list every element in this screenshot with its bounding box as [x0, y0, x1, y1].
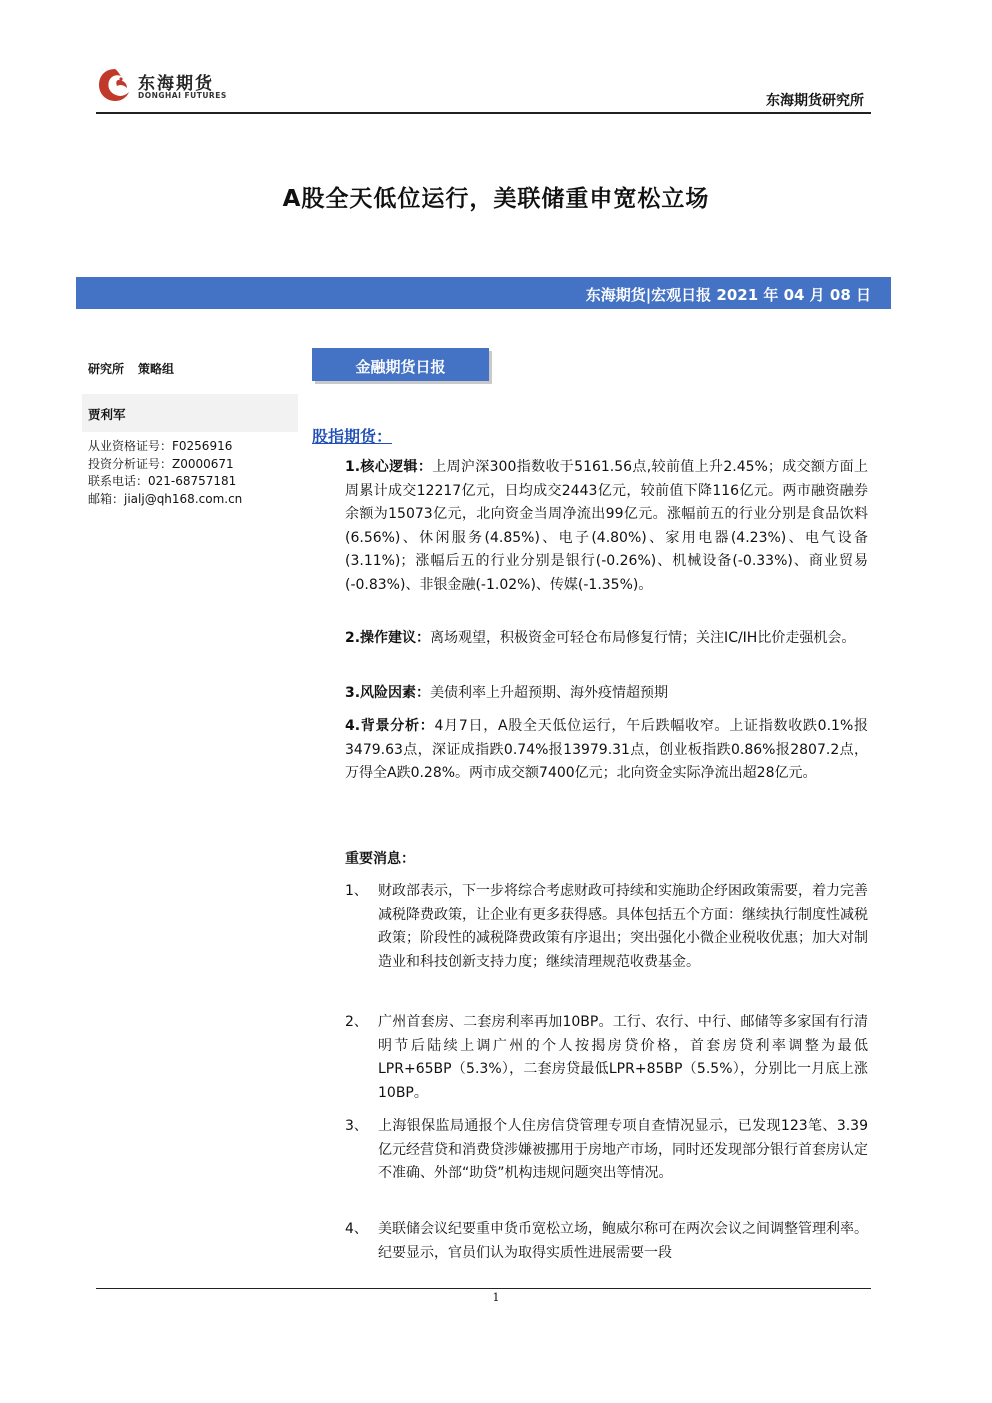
- institute-name: 东海期货研究所: [766, 93, 864, 109]
- point-label: 1.核心逻辑：: [345, 459, 433, 475]
- news-text: 财政部表示，下一步将综合考虑财政可持续和实施助企纾困政策需要，着力完善减税降费政策，让企业有更多获得感。具体包括五个方面：继续执行制度性减税政策；阶段性的减税降费政策有序退出；突出强化小微企业税收优惠；加大对制造业和科技创新支持力度；继续清理规范收费基金。: [378, 883, 868, 970]
- footer-divider: [96, 1288, 871, 1289]
- research-group: [88, 360, 188, 377]
- point-label: 2.操作建议：: [345, 630, 431, 646]
- contact-email: 邮箱：jialj@qh168.com.cn: [88, 492, 243, 507]
- news-number: 2、: [345, 1014, 368, 1030]
- news-item: [345, 1115, 868, 1186]
- logo-chinese-text: 东海期货: [138, 74, 214, 94]
- section-tab-label: 金融期货日报: [355, 358, 446, 376]
- point-text: 离场观望，积极资金可轻仓布局修复行情；关注IC/IH比价走强机会。: [430, 630, 856, 646]
- point-text: 上周沪深300指数收于5161.56点,较前值上升2.45%；成交额方面上周累计成交12217亿元，日均成交2443亿元，较前值下降116亿元。两市融资融券余额为15073亿元，北向资金当周净流出99亿元。涨幅前五的行业分别是食品饮料(6.56%)、休闲服务(4.85%)、电子(4.80%)、家用电器(4.23%)、电气设备(3.11%)；涨幅后五的行业分别是银行(-0.26%)、机械设备(-0.33%)、商业贸易(-0.83%)、非银金融(-1.02%)、传媒(-1.35%)。: [345, 459, 868, 593]
- section-heading: 股指期货：: [312, 427, 393, 446]
- analyst-name: 贾利军: [88, 407, 126, 422]
- point-label: 4.背景分析：: [345, 718, 435, 734]
- news-text: 上海银保监局通报个人住房信贷管理专项自查情况显示，已发现123笔、3.39亿元经营贷和消费贷涉嫌被挪用于房地产市场，同时还发现部分银行首套房认定不准确、外部“助贷”机构违规问题突出等情况。: [378, 1118, 868, 1181]
- group-label: 策略组: [138, 362, 175, 376]
- suggestion-paragraph: [345, 627, 868, 651]
- report-banner-text: 东海期货|宏观日报 2021 年 04 月 08 日: [585, 286, 871, 304]
- news-heading: 重要消息：: [345, 851, 415, 867]
- dragon-logo-icon: [96, 66, 134, 104]
- news-number: 3、: [345, 1118, 368, 1134]
- news-text: 美联储会议纪要重申货币宽松立场，鲍威尔称可在两次会议之间调整管理利率。纪要显示，官员们认为取得实质性进展需要一段: [378, 1221, 868, 1261]
- point-text: 美债利率上升超预期、海外疫情超预期: [430, 685, 669, 701]
- department-label: 研究所: [88, 362, 125, 376]
- document-title: A股全天低位运行，美联储重申宽松立场: [282, 186, 710, 212]
- news-number: 4、: [345, 1221, 368, 1237]
- header-divider: [96, 112, 871, 114]
- core-logic-paragraph: [345, 456, 868, 597]
- qualification-number: 从业资格证号：F0256916: [88, 439, 233, 453]
- news-item: [345, 1011, 868, 1105]
- background-paragraph: [345, 715, 868, 786]
- news-number: 1、: [345, 883, 368, 899]
- investment-analysis-number: 投资分析证号：Z0000671: [88, 456, 234, 471]
- report-banner: [76, 277, 891, 309]
- page-number: 1: [492, 1291, 500, 1304]
- logo-english-text: DONGHAI FUTURES: [138, 91, 227, 100]
- section-tab: [312, 348, 489, 381]
- news-text: 广州首套房、二套房利率再加10BP。工行、农行、中行、邮储等多家国有行清明节后陆续上调广州的个人按揭房贷价格，首套房贷利率调整为最低LPR+65BP（5.3%），二套房贷最低LPR+85BP（5.5%），分别比一月底上涨10BP。: [378, 1014, 868, 1101]
- risk-paragraph: [345, 682, 868, 706]
- company-logo: [96, 66, 236, 110]
- news-item: [345, 1218, 868, 1265]
- point-text: 4月7日，A股全天低位运行，午后跌幅收窄。上证指数收跌0.1%报3479.63点，深证成指跌0.74%报13979.31点，创业板指跌0.86%报2807.2点，万得全A跌0.28%。两市成交额7400亿元；北向资金实际净流出超28亿元。: [345, 718, 868, 781]
- contact-phone: 联系电话：021-68757181: [88, 474, 237, 489]
- news-item: [345, 880, 868, 974]
- point-label: 3.风险因素：: [345, 685, 431, 701]
- analyst-contact-info: [88, 438, 242, 509]
